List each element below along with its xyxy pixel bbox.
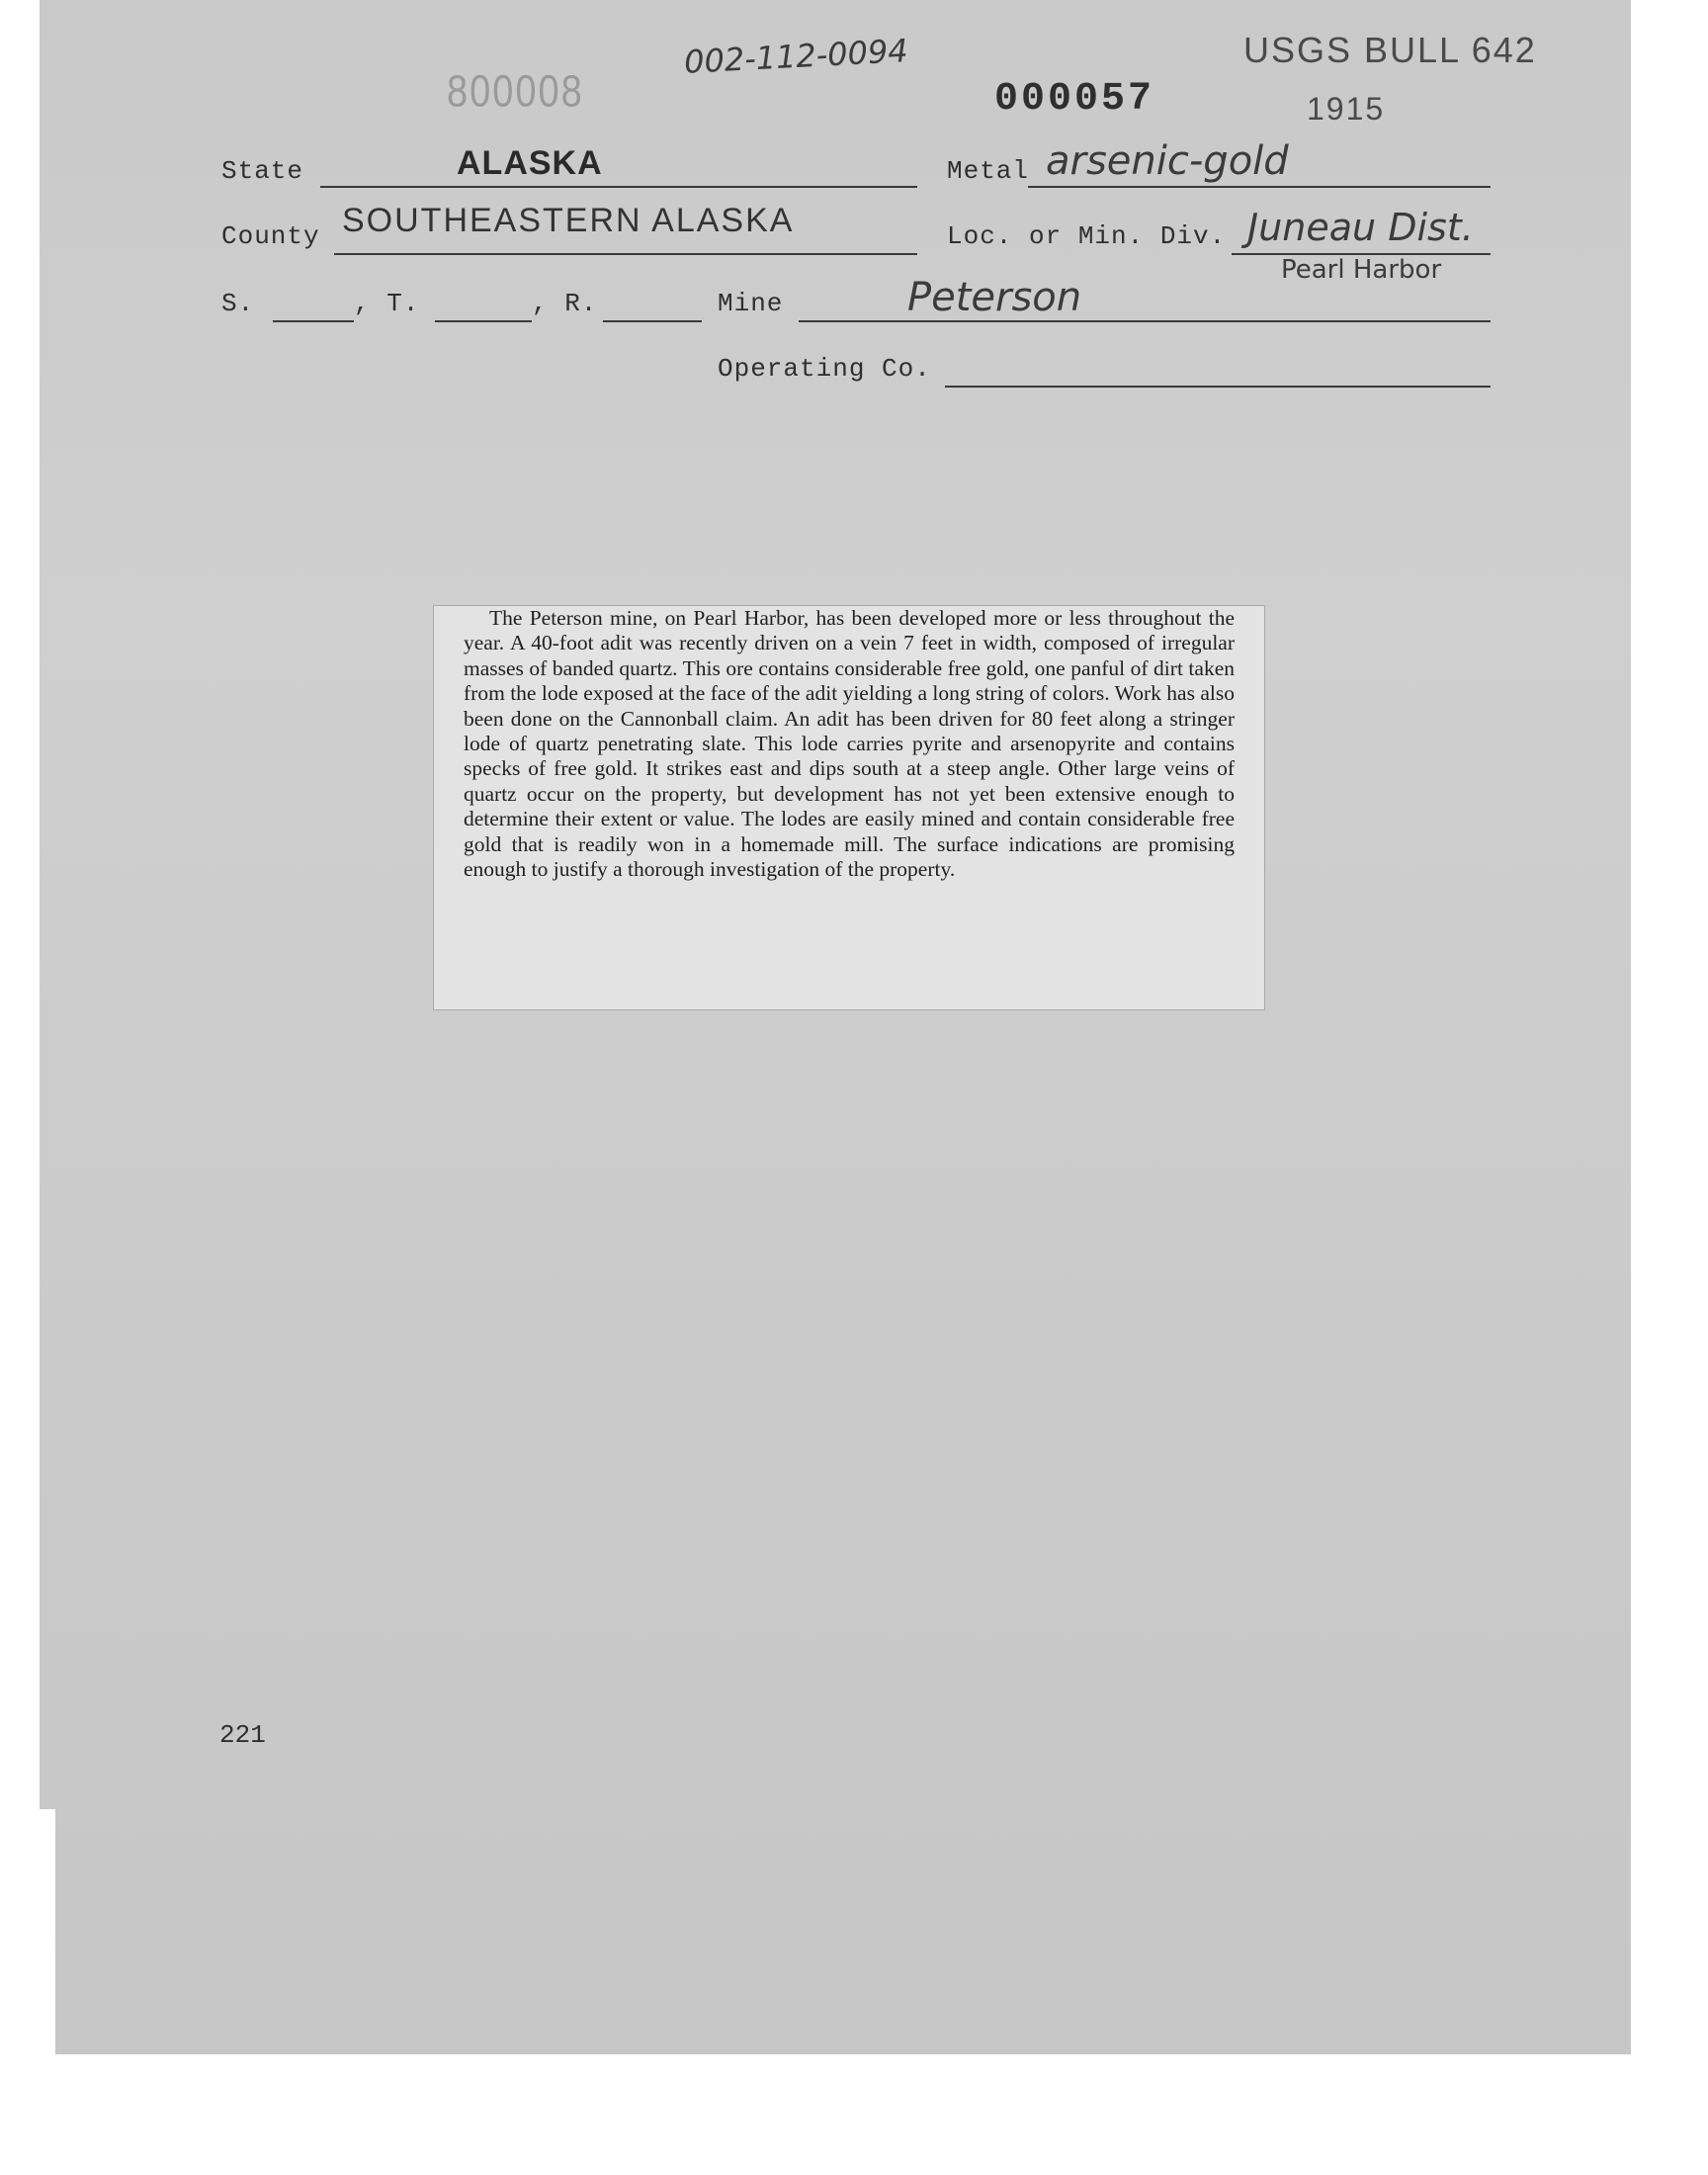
township-underline: [435, 320, 532, 322]
township-label: , T.: [354, 289, 420, 318]
division-value: Juneau Dist.: [1247, 206, 1474, 249]
state-value: ALASKA: [457, 144, 603, 182]
state-label: State: [221, 156, 304, 186]
page-number: 221: [219, 1720, 266, 1750]
file-number: 002-112-0094: [683, 32, 909, 81]
section-underline: [273, 320, 354, 322]
clipping-text: The Peterson mine, on Pearl Harbor, has been developed more or less throughout the year. A 40-foot adit was recently driven on a vein 7 feet in width, composed of irregular masses of banded quartz. This ore contains considerable free gold, one panful of dirt taken from the lode exposed at the face of the adit yielding a long string of colors. Work has also been done on the Cannonball claim. An adit has been driven for 80 feet along a stringer lode of quartz penetrating slate. This lode carries pyrite and arsenopyrite and contains specks of free gold. It strikes east and dips south at a steep angle. Other large veins of quartz occur on the property, but development has not yet been extensive enough to determine their extent or value. The lodes are easily mined and contain considerable free gold that is readily won in a homemade mill. The surface indications are promising enough to justify a thorough investigation of the property.: [464, 606, 1235, 882]
range-label: , R.: [532, 289, 598, 318]
section-label: S.: [221, 289, 255, 318]
mine-value: Peterson: [907, 275, 1082, 320]
mine-underline: [799, 320, 1491, 322]
state-underline: [320, 186, 917, 188]
county-label: County: [221, 221, 320, 251]
source-year: 1915: [1307, 91, 1386, 127]
metal-label: Metal: [947, 156, 1030, 186]
metal-underline: [1028, 186, 1491, 188]
metal-value: arsenic-gold: [1046, 138, 1289, 184]
torn-corner: [40, 1809, 55, 2054]
record-number: 000057: [994, 77, 1155, 122]
bulletin-clipping: [433, 605, 1265, 1010]
source-bulletin: USGS BULL 642: [1243, 30, 1537, 70]
county-underline: [334, 253, 917, 255]
operator-underline: [945, 386, 1491, 388]
range-underline: [603, 320, 702, 322]
division-note: Pearl Harbor: [1281, 255, 1442, 285]
faint-stamp-number: 800008: [447, 66, 584, 118]
mine-label: Mine: [718, 289, 784, 318]
record-card: [40, 0, 1631, 2054]
operator-label: Operating Co.: [718, 354, 931, 384]
county-value: SOUTHEASTERN ALASKA: [342, 202, 795, 239]
division-label: Loc. or Min. Div.: [947, 221, 1227, 251]
